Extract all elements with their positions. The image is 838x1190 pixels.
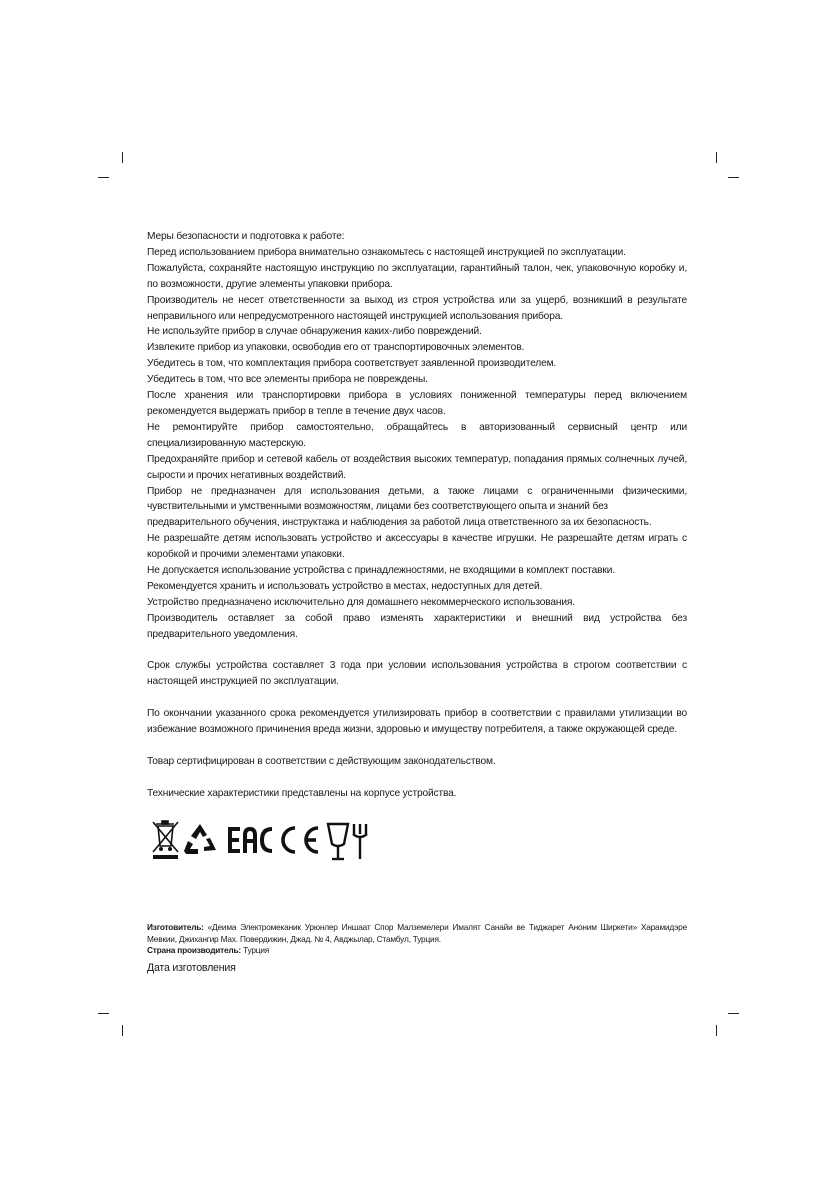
safety-item: Убедитесь в том, что комплектация прибора соответствует заявленной производителем. <box>147 358 557 370</box>
manufacturer-text: «Деима Электромеканик Урюнлер Иншаат Спор Малземелери Ималят Санайи ве Тиджарет Аноним Ширкети» Харамидэре Мевкии, Джихангир Мах. Повердижин, Джад. № 4, Авджылар, Стамбул, Турция. <box>147 922 687 944</box>
safety-item: предварительного обучения, инструктажа и наблюдения за работой лица ответственного за их безопасность. <box>147 517 652 529</box>
crop-mark <box>728 1013 739 1014</box>
manufacturer-info <box>147 922 687 976</box>
country-label: Страна производитель: <box>147 945 241 956</box>
crop-mark <box>98 177 109 178</box>
country-text: Турция <box>243 945 270 956</box>
instructions-body <box>147 229 687 802</box>
eac-mark-icon <box>228 827 272 853</box>
country-line <box>147 945 687 957</box>
weee-bin-icon <box>153 821 178 859</box>
safety-item: Производитель не несет ответственности за выход из строя устройства или за ущерб, возникший в результате неправильного или непредусмотренного настоящей инструкцией использования прибора. <box>147 294 687 322</box>
recycle-icon <box>184 824 216 854</box>
safety-item: Производитель оставляет за собой право изменять характеристики и внешний вид устройства без предварительного уведомления. <box>147 612 687 640</box>
crop-mark <box>716 152 717 163</box>
compliance-marks <box>150 818 380 864</box>
manufacturer-label: Изготовитель: <box>147 922 204 932</box>
service-life-text: Срок службы устройства составляет 3 года при условии использования устройства в строгом соответствии с настоящей инструкцией по эксплуатации. <box>147 660 687 688</box>
ce-mark-icon <box>283 828 318 852</box>
safety-item: Рекомендуется хранить и использовать устройство в местах, недоступных для детей. <box>147 580 543 592</box>
safety-item: Предохраняйте прибор и сетевой кабель от воздействия высоких температур, попадания прямых солнечных лучей, сырости и прочих негативных воздействий. <box>147 453 687 481</box>
safety-item: Пожалуйста, сохраняйте настоящую инструкцию по эксплуатации, гарантийный талон, чек, упаковочную коробку и, по возможности, другие элементы упаковки прибора. <box>147 262 687 290</box>
safety-item: Извлеките прибор из упаковки, освободив его от транспортировочных элементов. <box>147 342 525 354</box>
crop-mark <box>122 152 123 163</box>
safety-item: Устройство предназначено исключительно для домашнего некоммерческого использования. <box>147 596 575 608</box>
safety-item: Не разрешайте детям использовать устройство и аксессуары в качестве игрушки. Не разрешайте детям играть с коробкой и прочими элементами упаковки. <box>147 533 687 561</box>
safety-item: После хранения или транспортировки прибора в условиях пониженной температуры перед включением рекомендуется выдержать прибор в тепле в течение двух часов. <box>147 390 687 417</box>
safety-item: Убедитесь в том, что все элементы прибора не повреждены. <box>147 374 428 386</box>
crop-mark <box>122 1025 123 1036</box>
disposal-text: По окончании указанного срока рекомендуется утилизировать прибор в соответствии с правилами утилизации во избежание возможного причинения вреда жизни, здоровью и имуществу потребителя, а также окружающей среде. <box>147 708 687 736</box>
crop-mark <box>716 1025 717 1036</box>
manufacturer-line <box>147 922 687 945</box>
food-safe-icon <box>328 824 367 859</box>
safety-item: Прибор не предназначен для использования детьми, а также лицами с ограниченными физическими, чувствительными и умственными возможностям, лицами без соответствующего опыта и знаний без <box>147 485 687 513</box>
safety-item: Не допускается использование устройства с принадлежностями, не входящими в комплект поставки. <box>147 565 615 577</box>
safety-item: Не ремонтируйте прибор самостоятельно, обращайтесь в авторизованный сервисный центр или специализированную мастерскую. <box>147 421 687 449</box>
safety-item: Не используйте прибор в случае обнаружения каких-либо повреждений. <box>147 326 482 338</box>
manufacture-date-label: Дата изготовления <box>147 961 236 974</box>
safety-item: Перед использованием прибора внимательно ознакомьтесь с настоящей инструкцией по эксплуатации. <box>147 246 626 258</box>
crop-mark <box>98 1013 109 1014</box>
safety-heading: Меры безопасности и подготовка к работе: <box>147 231 345 242</box>
specs-note-text: Технические характеристики представлены на корпусе устройства. <box>147 787 457 799</box>
crop-mark <box>728 177 739 178</box>
certification-text: Товар сертифицирован в соответствии с действующим законодательством. <box>147 755 496 767</box>
